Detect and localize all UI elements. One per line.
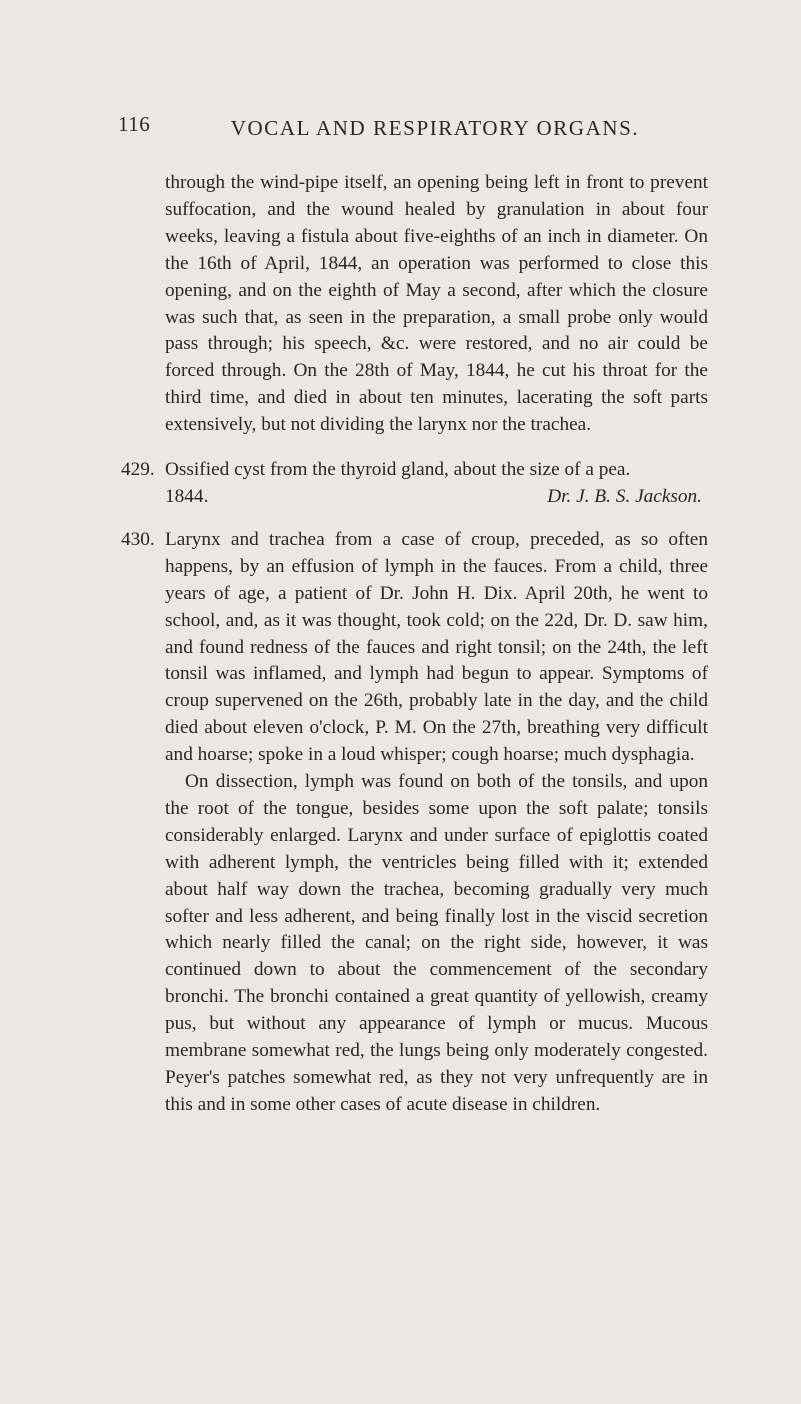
page-body [121,170,708,1119]
entry-description: Larynx and trachea from a case of croup, preceded, as so often happens, by an effusion of lymph in the fauces. From a child, three years of age, a patient of Dr. John H. Dix. April 20th, he went to school, and, as it was thought, took cold; on the 22d, Dr. D. saw him, and found redness of the fauces and right tonsil; on the 24th, the left tonsil was inflamed, and lymph had begun to appear. Symptoms of croup supervened on the 26th, probably late in the day, and the child died about eleven o'clock, P. M. On the 27th, breathing very difficult and hoarse; spoke in a loud whisper; cough hoarse; much dysphagia. [165,528,708,766]
entry-dissection-paragraph: On dissection, lymph was found on both of the tonsils, and upon the root of the tongue, besides some upon the soft palate; tonsils considerably enlarged. Larynx and under surface of epiglottis coated with adherent lymph, the ventricles being filled with it; extended about half way down the trachea, becoming gradually very much softer and less adherent, and being finally lost in the viscid secretion which nearly filled the canal; on the right side, however, it was continued down to about the commencement of the secondary bronchi. The bronchi contained a great quantity of yellowish, creamy pus, but without any appearance of lymph or mucus. Mucous membrane somewhat red, the lungs being only moderately congested. Peyer's patches somewhat red, as they not very unfrequently are in this and in some other cases of acute disease in children. [165,771,708,1115]
entry-citation [165,484,708,511]
running-title: VOCAL AND RESPIRATORY ORGANS. [230,116,640,140]
continued-paragraph: through the wind-pipe itself, an opening being left in front to prevent suffocation, and the wound healed by granulation in about four weeks, leaving a fistula about five-eighths of an inch in diameter. On the 16th of April, 1844, an operation was performed to close this opening, and on the eighth of May a second, after which the closure was such that, as seen in the preparation, a small probe only would pass through; his speech, &c. were restored, and no air could be forced through. On the 28th of May, 1844, he cut his throat for the third time, and died in about ten minutes, lacerating the soft parts extensively, but not dividing the larynx nor the trachea. [165,172,708,436]
entry-number: 430. [121,528,155,550]
catalogue-entry-429 [121,457,708,511]
entry-description: Ossified cyst from the thyroid gland, about the size of a pea. [165,459,631,481]
entry-year: 1844. [165,485,209,507]
page-number: 116 [118,112,151,136]
entry-number: 429. [121,459,155,481]
catalogue-entry-430 [121,527,708,1119]
entry-attribution: Dr. J. B. S. Jackson. [547,485,702,507]
